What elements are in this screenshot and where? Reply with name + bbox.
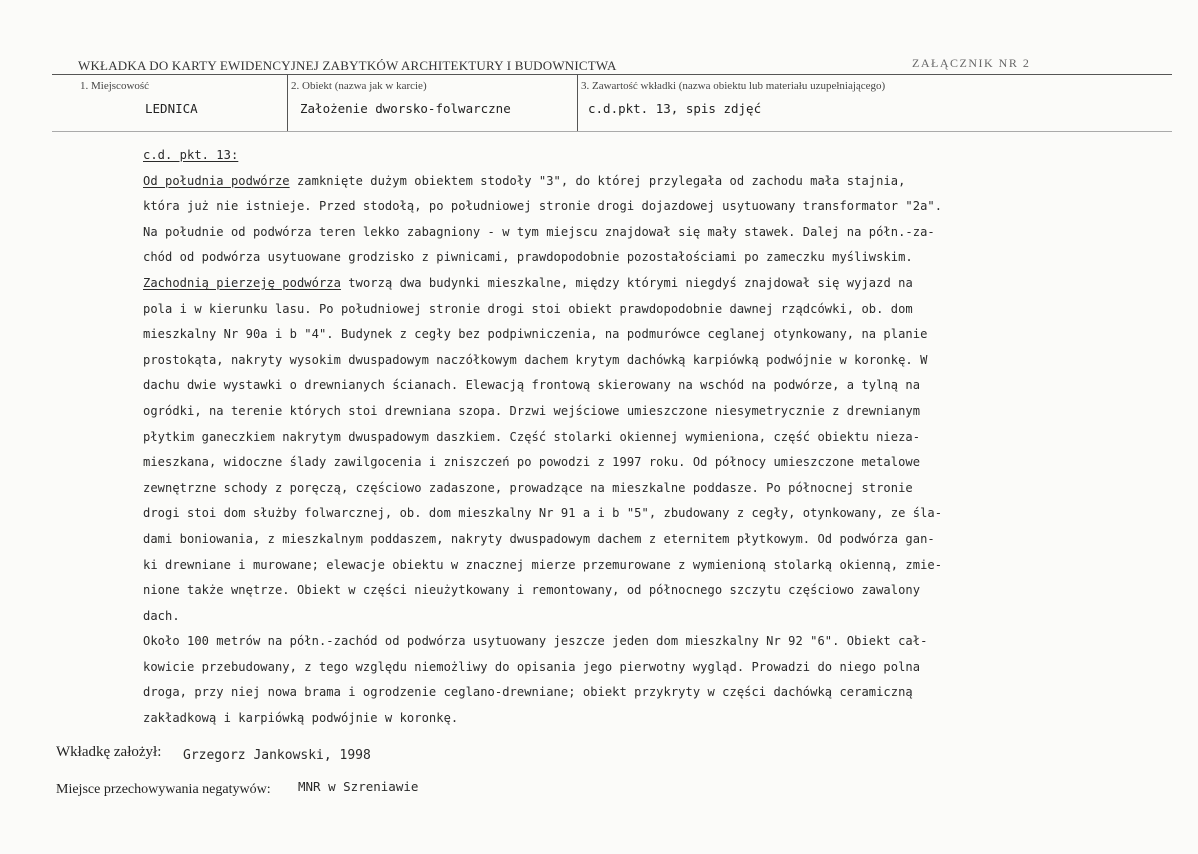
line-text: zakładkową i karpiówką podwójnie w koronkę. (143, 711, 459, 726)
author-label: Wkładkę założył: (56, 744, 162, 760)
line-text: dach. (143, 608, 180, 623)
underlined-phrase: Zachodnią pierzeję podwórza (143, 275, 341, 290)
line-text: pola i w kierunku lasu. Po południowej stronie drogi stoi obiekt prawdopodobnie dawnej rządcówki, ob. dom (143, 301, 913, 316)
body-line (143, 655, 1043, 681)
body-line (143, 629, 1043, 655)
line-text: zamknięte dużym obiektem stodoły "3", do której przylegała od zachodu mała stajnia, (289, 173, 906, 188)
body-line (143, 399, 1043, 425)
body-line (143, 604, 1043, 630)
line-text: Około 100 metrów na półn.-zachód od podwórza usytuowany jeszcze jeden dom mieszkalny Nr 92 "6". Obiekt cał- (143, 634, 928, 649)
field-divider-1 (287, 75, 288, 132)
line-text: mieszkana, widoczne ślady zawilgocenia i zniszczeń po powodzi z 1997 roku. Od północy umieszczone metalowe (143, 455, 921, 470)
underlined-phrase: Od południa podwórze (143, 173, 290, 188)
line-text: która już nie istnieje. Przed stodołą, po południowej stronie drogi dojazdowej usytuowany transformator "2a". (143, 199, 943, 214)
line-text: dachu dwie wystawki o drewnianych ścianach. Elewacją frontową skierowany na wschód na podwórze, a tylną na (143, 378, 921, 393)
body-line (143, 220, 1043, 246)
line-text: dami boniowania, z mieszkalnym poddaszem, nakryty dwuspadowym dachem z eternitem płytkowym. Od podwórza gan- (143, 531, 935, 546)
content-label: 3. Zawartość wkładki (nazwa obiektu lub materiału uzupełniającego) (581, 80, 886, 92)
line-text: kowicie przebudowany, z tego względu niemożliwy do opisania jego pierwotny wygląd. Prowadzi do niego polna (143, 659, 921, 674)
content-value: c.d.pkt. 13, spis zdjęć (588, 101, 762, 116)
line-text: ki drewniane i murowane; elewacje obiektu w znacznej mierze przemurowane z wymienioną stolarką okienną, zmie- (143, 557, 943, 572)
body-text (143, 143, 1043, 732)
line-text: Na południe od podwórza teren lekko zabagniony - w tym miejscu znajdował się mały stawek. Dalej na półn.-za- (143, 224, 935, 239)
attachment-label: ZAŁĄCZNIK NR 2 (912, 56, 1031, 70)
field-divider-2 (577, 75, 578, 132)
body-line (143, 297, 1043, 323)
header-rule (52, 74, 1172, 75)
author-value: Grzegorz Jankowski, 1998 (183, 748, 371, 763)
body-line (143, 706, 1043, 732)
line-text: chód od podwórza usytuowane grodzisko z piwnicami, prawdopodobnie pozostałościami po zameczku myśliwskim. (143, 250, 913, 265)
locality-label: 1. Miejscowość (80, 80, 150, 92)
line-text: tworzą dwa budynki mieszkalne, między którymi niegdyś znajdował się wyjazd na (340, 275, 913, 290)
body-line (143, 271, 1043, 297)
header-title: WKŁADKA DO KARTY EWIDENCYJNEJ ZABYTKÓW ARCHITEKTURY I BUDOWNICTWA (78, 58, 617, 73)
body-line (143, 527, 1043, 553)
line-text: ogródki, na terenie których stoi drewniana szopa. Drzwi wejściowe umieszczone niesymetrycznie z drewnianym (143, 403, 921, 418)
line-text: zewnętrzne schody z poręczą, częściowo zadaszone, prowadzące na mieszkalne poddasze. Po północnej stronie (143, 480, 913, 495)
body-line (143, 578, 1043, 604)
body-line (143, 322, 1043, 348)
body-line (143, 450, 1043, 476)
line-text: prostokąta, nakryty wysokim dwuspadowym naczółkowym dachem krytym dachówką karpiówką podwójnie w koronkę. W (143, 352, 928, 367)
locality-value: LEDNICA (145, 101, 198, 116)
line-text: płytkim ganeczkiem nakrytym dwuspadowym daszkiem. Część stolarki okiennej wymieniona, część obiektu nieza- (143, 429, 921, 444)
body-line (143, 169, 1043, 195)
body-line (143, 194, 1043, 220)
section-heading: c.d. pkt. 13: (143, 148, 239, 162)
body-line (143, 680, 1043, 706)
object-value: Założenie dworsko-folwarczne (300, 101, 511, 116)
body-line (143, 553, 1043, 579)
line-text: droga, przy niej nowa brama i ogrodzenie ceglano-drewniane; obiekt przykryty w części dachówką ceramiczną (143, 685, 913, 700)
body-line (143, 425, 1043, 451)
object-label: 2. Obiekt (nazwa jak w karcie) (291, 80, 427, 92)
body-line (143, 348, 1043, 374)
storage-value: MNR w Szreniawie (298, 779, 419, 794)
fields-bottom-rule (52, 131, 1172, 132)
body-line (143, 501, 1043, 527)
line-text: drogi stoi dom służby folwarcznej, ob. dom mieszkalny Nr 91 a i b "5", zbudowany z cegły, otynkowany, ze śla- (143, 506, 943, 521)
body-line (143, 373, 1043, 399)
body-line (143, 245, 1043, 271)
line-text: nione także wnętrze. Obiekt w części nieużytkowany i remontowany, od północnego szczytu częściowo zawalony (143, 583, 921, 598)
line-text: mieszkalny Nr 90a i b "4". Budynek z cegły bez podpiwniczenia, na podmurówce ceglanej otynkowany, na planie (143, 327, 928, 342)
storage-label: Miejsce przechowywania negatywów: (56, 782, 271, 797)
body-line (143, 476, 1043, 502)
